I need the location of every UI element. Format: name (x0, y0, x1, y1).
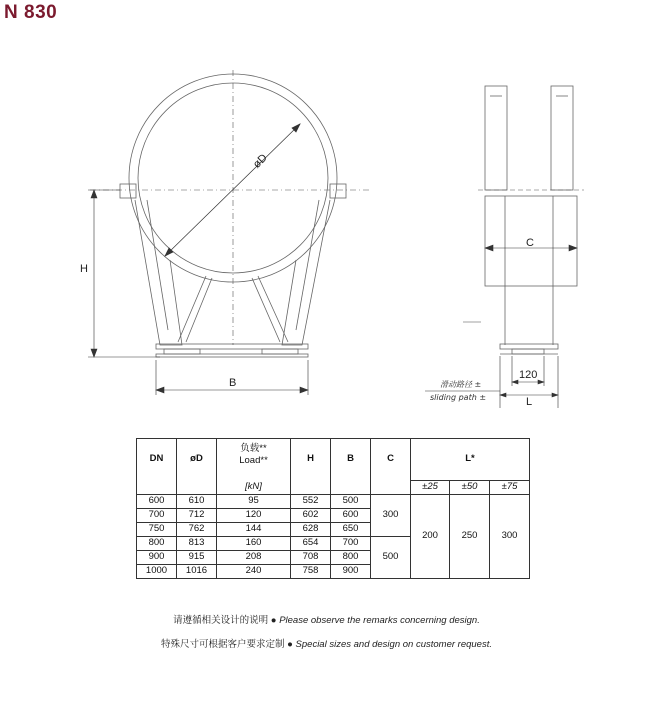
note2-cn: 特殊尺寸可根据客户要求定制 (161, 639, 285, 650)
cell-od: 915 (177, 550, 217, 564)
dim-label-b: B (229, 377, 237, 389)
table-row (137, 494, 530, 508)
cell-dn: 700 (137, 508, 177, 522)
cell-od: 712 (177, 508, 217, 522)
cell-b: 800 (331, 550, 371, 564)
page-title: N 830 (4, 2, 58, 23)
cell-l-75: 300 (490, 494, 530, 578)
load-label-cn: 负载** (240, 443, 267, 454)
cell-od: 610 (177, 494, 217, 508)
cell-b: 700 (331, 536, 371, 550)
cell-load: 144 (217, 522, 291, 536)
cell-dn: 800 (137, 536, 177, 550)
cell-od: 813 (177, 536, 217, 550)
l-sub-50: ±50 (450, 481, 490, 495)
dim-label-120: 120 (519, 369, 538, 381)
lug-left (120, 184, 136, 198)
lug-right (330, 184, 346, 198)
cell-load: 95 (217, 494, 291, 508)
cell-h: 758 (291, 564, 331, 578)
sliding-path-cn: 滑动路径 ± (440, 380, 482, 389)
cell-b: 650 (331, 522, 371, 536)
col-header-dn: DN (137, 439, 177, 495)
col-header-od: øD (177, 439, 217, 495)
load-unit: [kN] (217, 481, 291, 495)
cell-load: 120 (217, 508, 291, 522)
cell-h: 708 (291, 550, 331, 564)
col-header-load (217, 439, 291, 481)
cell-h: 628 (291, 522, 331, 536)
col-header-l: L* (411, 439, 530, 481)
l-sub-25: ±25 (411, 481, 450, 495)
cell-dn: 900 (137, 550, 177, 564)
side-view-right-upright (551, 86, 573, 190)
l-sub-75: ±75 (490, 481, 530, 495)
special-sizes-note (0, 636, 653, 650)
note1-cn: 请遵循相关设计的说明 (173, 615, 269, 626)
cell-b: 900 (331, 564, 371, 578)
cell-dn: 1000 (137, 564, 177, 578)
note2-en: Special sizes and design on customer request. (295, 639, 492, 650)
cell-b: 600 (331, 508, 371, 522)
bullet-icon: ● (287, 639, 293, 650)
cell-c-group2: 500 (371, 536, 411, 578)
col-header-b: B (331, 439, 371, 495)
bullet-icon: ● (270, 615, 277, 626)
dim-label-c: C (526, 237, 534, 249)
cell-b: 500 (331, 494, 371, 508)
dim-label-l: L (526, 396, 533, 408)
cell-h: 654 (291, 536, 331, 550)
cell-od: 762 (177, 522, 217, 536)
sliding-path-en: sliding path ± (430, 393, 487, 402)
side-view-base (500, 344, 558, 349)
cell-c-group1: 300 (371, 494, 411, 536)
cell-h: 602 (291, 508, 331, 522)
cell-load: 160 (217, 536, 291, 550)
cell-dn: 750 (137, 522, 177, 536)
cell-load: 208 (217, 550, 291, 564)
cell-l-50: 250 (450, 494, 490, 578)
cell-h: 552 (291, 494, 331, 508)
col-header-h: H (291, 439, 331, 495)
spec-table (136, 438, 530, 579)
strut-right (252, 276, 288, 342)
cell-l-25: 200 (411, 494, 450, 578)
cell-load: 240 (217, 564, 291, 578)
side-view-left-upright (485, 86, 507, 190)
dim-label-d: øD (250, 151, 270, 171)
cell-dn: 600 (137, 494, 177, 508)
strut-left (178, 276, 212, 342)
note1-en: Please observe the remarks concerning design. (279, 615, 480, 626)
load-label-en: Load** (239, 455, 268, 466)
dim-label-h: H (80, 263, 88, 275)
col-header-c: C (371, 439, 411, 495)
cell-od: 1016 (177, 564, 217, 578)
design-remarks-note (0, 612, 653, 626)
